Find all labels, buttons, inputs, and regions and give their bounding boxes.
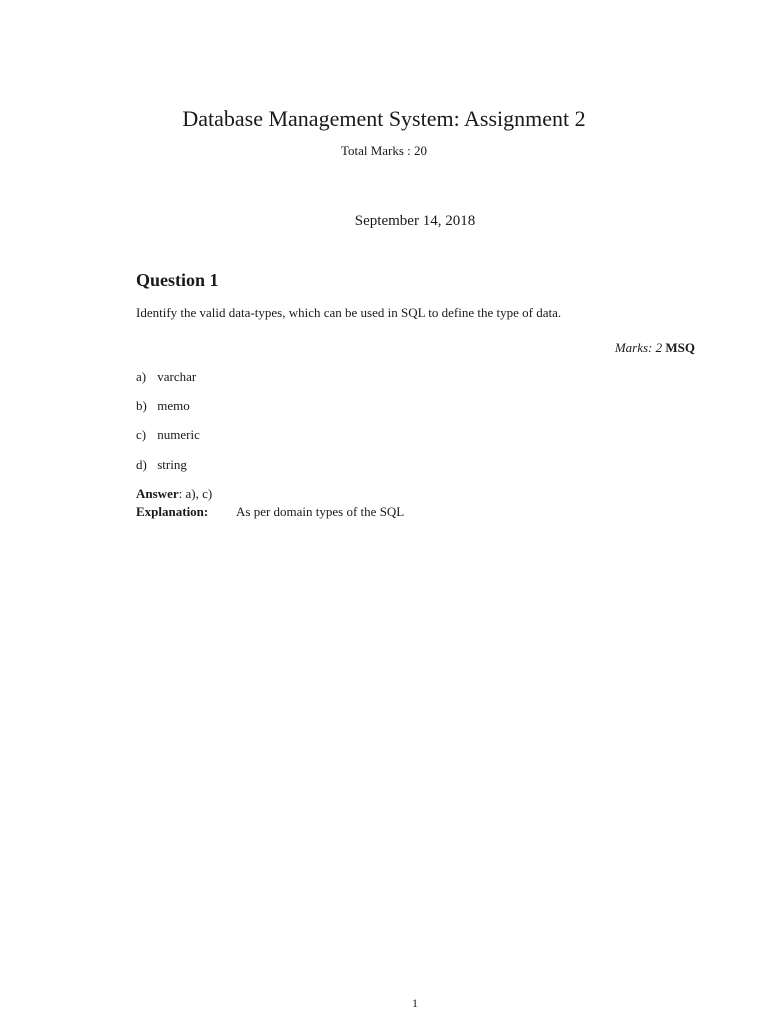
option-a: [136, 368, 196, 386]
question-heading: Question 1: [136, 270, 219, 290]
option-letter: b): [136, 398, 147, 413]
total-marks: Total Marks : 20: [340, 143, 428, 158]
option-text: string: [157, 457, 187, 472]
marks-value: Marks: 2: [614, 340, 663, 355]
option-c: [136, 426, 200, 444]
page-number: 1: [412, 996, 418, 1010]
answer-block: [136, 485, 404, 521]
explanation-label: Explanation:: [136, 504, 209, 519]
question-text: Identify the valid data-types, which can be used in SQL to define the type of data.: [136, 305, 562, 320]
option-text: numeric: [157, 427, 200, 442]
option-d: [136, 456, 187, 474]
option-b: [136, 397, 190, 415]
document-title: Database Management System: Assignment 2: [182, 106, 586, 131]
document-date: September 14, 2018: [354, 213, 476, 229]
option-letter: a): [136, 369, 147, 384]
option-text: memo: [157, 398, 190, 413]
option-letter: c): [136, 427, 147, 442]
question-type: MSQ: [665, 340, 695, 355]
explanation-line: [136, 503, 404, 521]
answer-value: : a), c): [178, 486, 213, 501]
explanation-text: As per domain types of the SQL: [236, 504, 405, 519]
option-text: varchar: [157, 369, 197, 384]
option-letter: d): [136, 457, 147, 472]
marks-label: [615, 339, 695, 357]
answer-line: [136, 485, 404, 503]
answer-label: Answer: [136, 486, 179, 501]
